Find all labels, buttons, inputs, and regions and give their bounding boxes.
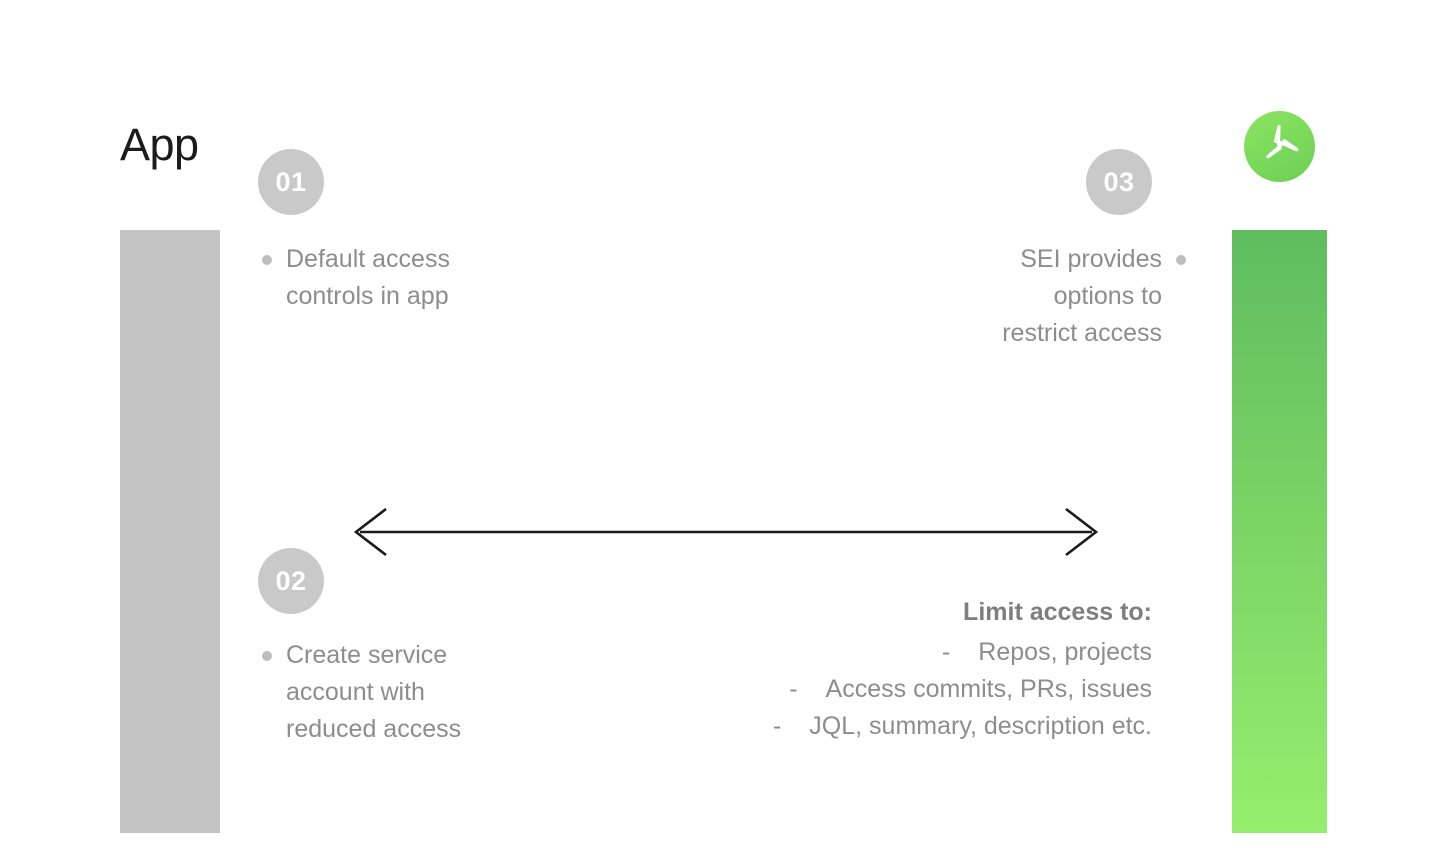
limit-access-item-2: Access commits, PRs, issues — [825, 675, 1152, 703]
step-03-line-2: options to — [1053, 282, 1162, 310]
right-green-column — [1232, 230, 1327, 833]
step-badge-02: 02 — [258, 548, 324, 614]
propeller-logo-icon — [1259, 123, 1301, 170]
bullet-dot-icon — [262, 255, 272, 265]
double-headed-arrow-icon — [350, 503, 1102, 561]
step-badge-01: 01 — [258, 149, 324, 215]
step-text-01 — [262, 241, 592, 315]
brand-logo — [1244, 111, 1315, 182]
limit-access-item — [600, 634, 1152, 671]
limit-access-item — [600, 708, 1152, 745]
step-03-line-1: SEI provides — [1020, 245, 1162, 273]
limit-access-item-3: JQL, summary, description etc. — [809, 712, 1152, 740]
left-grey-column — [120, 230, 220, 833]
page-title: App — [120, 119, 199, 170]
step-01-line-1: Default access — [286, 245, 450, 273]
step-text-03 — [820, 241, 1186, 352]
step-02-line-3: reduced access — [286, 715, 462, 743]
step-03-line-3: restrict access — [1002, 319, 1162, 347]
step-text-02 — [262, 637, 592, 748]
bullet-dot-icon — [1176, 255, 1186, 265]
list-dash: - — [941, 638, 951, 666]
limit-access-item — [600, 671, 1152, 708]
limit-access-block — [600, 594, 1152, 745]
step-01-line-2: controls in app — [286, 282, 449, 310]
step-badge-03: 03 — [1086, 149, 1152, 215]
list-dash: - — [772, 712, 782, 740]
limit-access-heading: Limit access to: — [963, 598, 1152, 626]
step-02-line-1: Create service — [286, 641, 448, 669]
list-dash: - — [789, 675, 798, 703]
limit-access-item-1: Repos, projects — [978, 638, 1152, 666]
bullet-dot-icon — [262, 651, 272, 661]
step-02-line-2: account with — [286, 678, 425, 706]
